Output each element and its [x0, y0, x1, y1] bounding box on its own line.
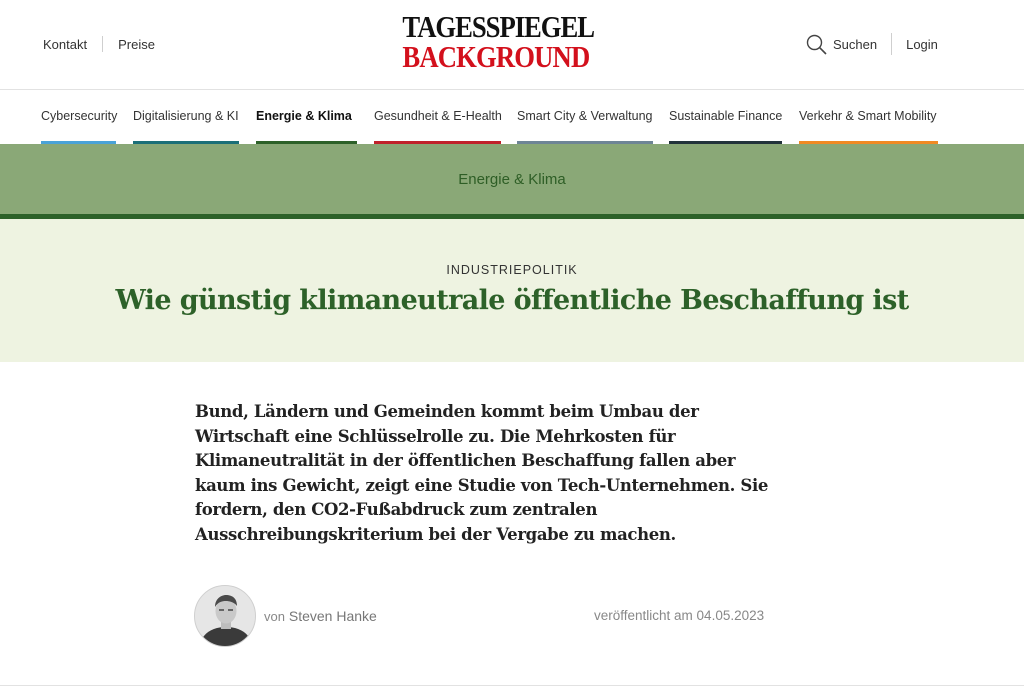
- nav-item-verkehr[interactable]: [799, 91, 938, 144]
- search-icon: [806, 34, 827, 55]
- nav-item-energie-klima[interactable]: [256, 91, 357, 144]
- header-right-links: [806, 33, 938, 55]
- article-kicker: INDUSTRIEPOLITIK: [446, 263, 578, 277]
- author-portrait: [195, 586, 256, 647]
- nav-item-label: Verkehr & Smart Mobility: [799, 109, 937, 123]
- nav-item-label: Smart City & Verwaltung: [517, 109, 653, 123]
- nav-item-label: Energie & Klima: [256, 109, 352, 123]
- author-prefix: von: [264, 609, 285, 624]
- pricing-link[interactable]: Preise: [118, 36, 155, 52]
- nav-item-cybersecurity[interactable]: [41, 91, 116, 144]
- nav-item-sustainable-finance[interactable]: [669, 91, 782, 144]
- nav-item-label: Digitalisierung & KI: [133, 109, 239, 123]
- nav-item-label: Sustainable Finance: [669, 109, 783, 123]
- search-label: Suchen: [833, 36, 878, 52]
- author-avatar[interactable]: [194, 585, 256, 647]
- divider: [0, 685, 1024, 686]
- nav-item-smart-city[interactable]: [517, 91, 653, 144]
- search-button[interactable]: [806, 34, 877, 55]
- section-band: [0, 144, 1024, 214]
- site-header: [0, 0, 1024, 90]
- publish-date: veröffentlicht am 04.05.2023: [594, 608, 765, 623]
- site-logo[interactable]: [388, 9, 595, 74]
- section-label[interactable]: Energie & Klima: [458, 171, 566, 188]
- nav-item-gesundheit[interactable]: [374, 91, 501, 144]
- article-headline: Wie günstig klimaneutrale öffentliche Beschaffung ist: [115, 285, 909, 316]
- article-lead: Bund, Ländern und Gemeinden kommt beim Umbau der Wirtschaft eine Schlüsselrolle zu. Die Mehrkosten für Klimaneutralität in der öffentlichen Beschaffung fallen aber kaum ins Gewicht, zeigt eine Studie von Tech-Unternehmen. Sie fordern, den CO2-Fußabdruck zum zentralen Ausschreibungskriterium bei der Vergabe zu machen.: [195, 402, 769, 544]
- author-byline: [264, 608, 377, 624]
- topic-nav: [0, 91, 1024, 144]
- nav-item-label: Gesundheit & E-Health: [374, 109, 502, 123]
- author-name[interactable]: Steven Hanke: [288, 608, 377, 624]
- divider: [891, 33, 892, 55]
- nav-item-label: Cybersecurity: [41, 109, 118, 123]
- header-left-links: [43, 36, 155, 52]
- contact-link[interactable]: Kontakt: [43, 36, 88, 52]
- divider: [102, 36, 103, 52]
- nav-item-digitalisierung[interactable]: [133, 91, 239, 144]
- logo-line-2: BACKGROUND: [402, 39, 590, 74]
- login-link[interactable]: Login: [906, 36, 938, 52]
- article-title-area: [0, 219, 1024, 362]
- logo-line-1: TAGESSPIEGEL: [402, 9, 595, 44]
